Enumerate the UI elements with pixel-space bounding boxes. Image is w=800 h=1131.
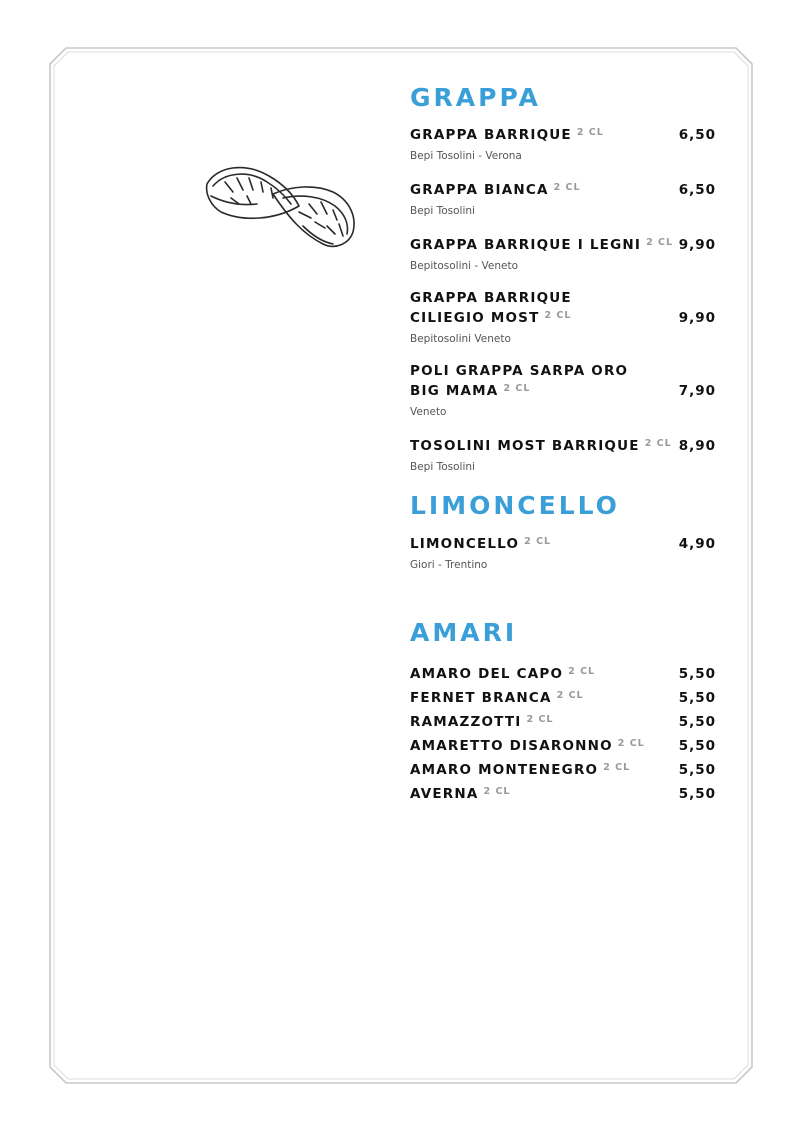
menu-item xyxy=(410,735,716,755)
item-price: 4,90 xyxy=(678,536,716,552)
item-quantity: 2 CL xyxy=(568,666,596,677)
item-price: 5,50 xyxy=(678,666,716,682)
menu-item xyxy=(410,663,716,683)
item-quantity: 2 CL xyxy=(644,438,672,449)
menu-item xyxy=(410,711,716,731)
section-amari xyxy=(410,619,716,803)
item-price: 5,50 xyxy=(678,762,716,778)
item-name-wrap xyxy=(410,663,595,683)
item-name: AMARETTO DISARONNO xyxy=(410,738,613,754)
item-name-wrap xyxy=(410,687,584,707)
item-quantity: 2 CL xyxy=(556,690,584,701)
menu-item xyxy=(410,124,716,163)
item-quantity: 2 CL xyxy=(526,714,554,725)
section-limoncello xyxy=(410,492,716,572)
item-name: TOSOLINI MOST BARRIQUE xyxy=(410,438,640,454)
item-name-wrap xyxy=(410,179,581,199)
item-price: 8,90 xyxy=(678,438,716,454)
item-price: 9,90 xyxy=(678,310,716,326)
menu-column xyxy=(410,84,716,807)
item-name: RAMAZZOTTI xyxy=(410,714,522,730)
item-quantity: 2 CL xyxy=(503,383,531,394)
lemon-slices-icon xyxy=(203,158,361,254)
item-quantity: 2 CL xyxy=(646,237,674,248)
item-description: Bepi Tosolini xyxy=(410,461,475,473)
item-price: 6,50 xyxy=(678,182,716,198)
item-description: Veneto xyxy=(410,406,447,418)
item-price: 9,90 xyxy=(678,237,716,253)
menu-item xyxy=(410,362,716,419)
item-description: Bepi Tosolini - Verona xyxy=(410,150,522,162)
item-name-wrap xyxy=(410,759,630,779)
menu-item xyxy=(410,289,716,346)
item-name-wrap xyxy=(410,711,553,731)
item-name: GRAPPA BARRIQUE xyxy=(410,127,572,143)
item-description: Bepitosolini - Veneto xyxy=(410,260,519,272)
menu-item xyxy=(410,234,716,273)
item-description: Giori - Trentino xyxy=(410,559,488,571)
item-description: Bepitosolini Veneto xyxy=(410,333,511,345)
item-name: GRAPPA BARRIQUE CILIEGIO MOST xyxy=(410,290,572,326)
section-title: AMARI xyxy=(410,618,518,647)
item-name-wrap xyxy=(410,783,511,803)
item-name-wrap xyxy=(410,362,628,400)
item-quantity: 2 CL xyxy=(483,786,511,797)
menu-item xyxy=(410,783,716,803)
item-name: AVERNA xyxy=(410,786,479,802)
item-name-wrap xyxy=(410,435,672,455)
menu-item xyxy=(410,687,716,707)
menu-item xyxy=(410,533,716,572)
item-quantity: 2 CL xyxy=(603,762,631,773)
section-grappa xyxy=(410,84,716,474)
item-price: 6,50 xyxy=(678,127,716,143)
item-quantity: 2 CL xyxy=(524,536,552,547)
item-quantity: 2 CL xyxy=(617,738,645,749)
item-name: AMARO MONTENEGRO xyxy=(410,762,599,778)
item-name: POLI GRAPPA SARPA ORO BIG MAMA xyxy=(410,363,629,399)
menu-item xyxy=(410,179,716,218)
item-name-wrap xyxy=(410,533,551,553)
item-name: LIMONCELLO xyxy=(410,536,520,552)
item-name: GRAPPA BARRIQUE I LEGNI xyxy=(410,237,642,253)
item-description: Bepi Tosolini xyxy=(410,205,475,217)
item-name-wrap xyxy=(410,289,572,327)
item-price: 5,50 xyxy=(678,714,716,730)
item-name: AMARO DEL CAPO xyxy=(410,666,564,682)
item-price: 7,90 xyxy=(678,383,716,399)
item-price: 5,50 xyxy=(678,690,716,706)
item-name: FERNET BRANCA xyxy=(410,690,552,706)
item-name-wrap xyxy=(410,234,673,254)
section-title: GRAPPA xyxy=(410,83,541,112)
item-price: 5,50 xyxy=(678,786,716,802)
item-quantity: 2 CL xyxy=(553,182,581,193)
item-name-wrap xyxy=(410,124,604,144)
item-quantity: 2 CL xyxy=(544,310,572,321)
item-price: 5,50 xyxy=(678,738,716,754)
menu-item xyxy=(410,759,716,779)
menu-item xyxy=(410,435,716,474)
section-title: LIMONCELLO xyxy=(410,491,620,520)
item-name-wrap xyxy=(410,735,645,755)
item-name: GRAPPA BIANCA xyxy=(410,182,549,198)
item-quantity: 2 CL xyxy=(576,127,604,138)
